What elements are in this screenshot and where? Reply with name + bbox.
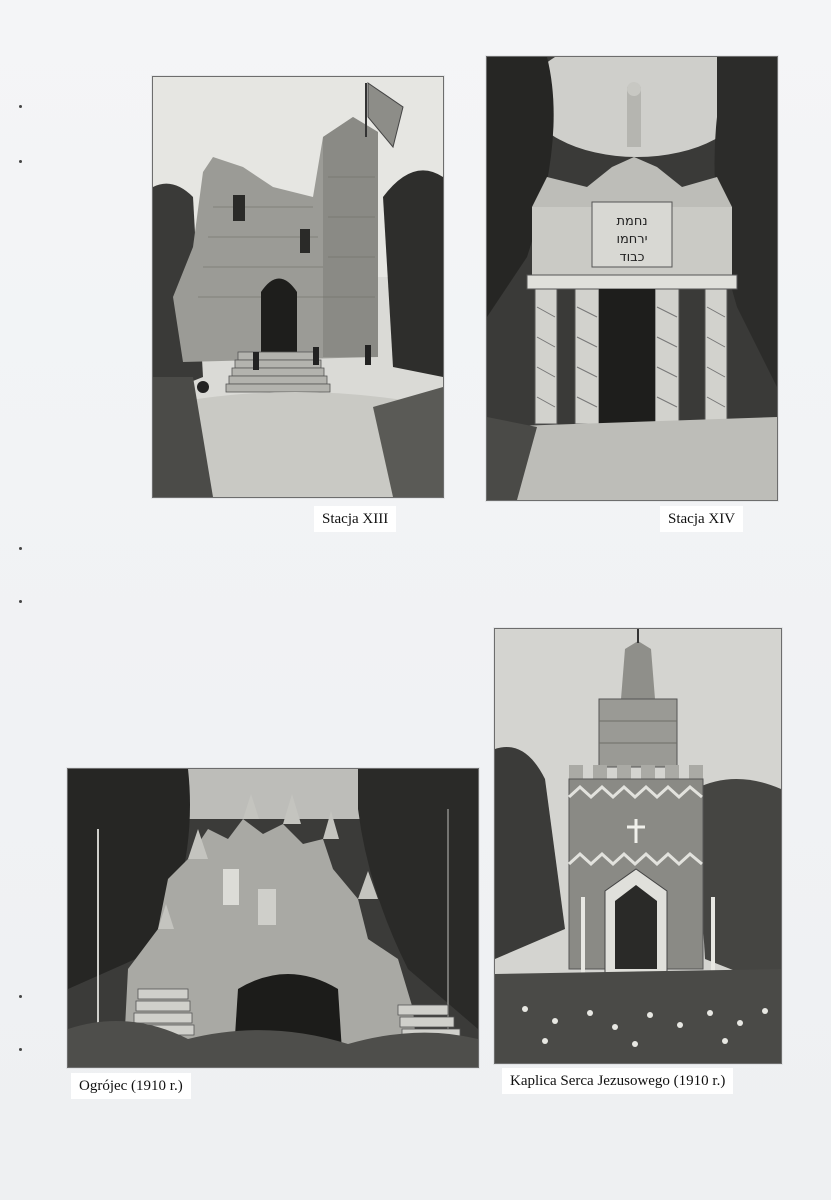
caption-stacja-xiii: Stacja XIII bbox=[314, 506, 396, 532]
margin-mark bbox=[19, 995, 22, 998]
inscription-line: ירחמו bbox=[616, 232, 648, 247]
margin-mark bbox=[19, 105, 22, 108]
inscription-line: נחמת bbox=[616, 214, 648, 229]
caption-stacja-xiv: Stacja XIV bbox=[660, 506, 743, 532]
margin-mark bbox=[19, 1048, 22, 1051]
caption-kaplica: Kaplica Serca Jezusowego (1910 r.) bbox=[502, 1068, 733, 1094]
photo-ogrojec bbox=[67, 768, 479, 1068]
photo-stacja-xiv bbox=[486, 56, 778, 501]
margin-mark bbox=[19, 160, 22, 163]
margin-mark bbox=[19, 600, 22, 603]
photo-kaplica bbox=[494, 628, 782, 1064]
photo-stacja-xiii bbox=[152, 76, 444, 498]
inscription-line: כבוד bbox=[619, 250, 645, 265]
margin-mark bbox=[19, 547, 22, 550]
caption-ogrojec: Ogrójec (1910 r.) bbox=[71, 1073, 191, 1099]
